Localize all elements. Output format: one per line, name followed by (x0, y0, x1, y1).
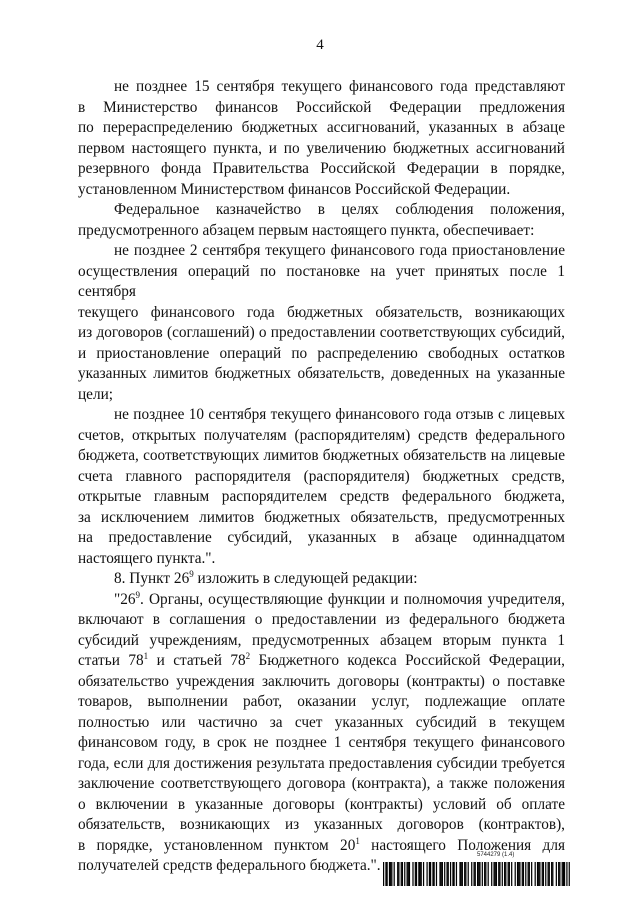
text-line: резервного фонда Правительства Российской Федерации в порядке, (78, 160, 565, 177)
text-line: включают в соглашения о предоставлении из федерального бюджета (78, 611, 565, 628)
text-line: установленном Министерством финансов Российской Федерации. (78, 180, 511, 198)
text-line: указанных лимитов бюджетных обязательств, доведенных на указанные (78, 365, 565, 382)
text-line: осуществления операций по постановке на учет принятых после 1 сентября (78, 262, 565, 300)
text-line: цели; (78, 385, 114, 403)
text-line: первом настоящего пункта, и по увеличению бюджетных ассигнований (78, 139, 565, 157)
text-line: за исключением лимитов бюджетных обязательств, предусмотренных (78, 508, 565, 526)
barcode-icon (383, 862, 571, 886)
text-line: настоящего пункта.". (78, 549, 216, 567)
text-line: и приостановление операций по распределению свободных остатков (78, 344, 565, 362)
text-line: полностью или частично за счет указанных субсидий в текущем (78, 713, 565, 731)
text-line: бюджета, соответствующих лимитов бюджетных обязательств на лицевые (78, 447, 565, 464)
text-line: не позднее 15 сентября текущего финансового года представляют (114, 78, 565, 95)
text-line: о включении в указанные договоры (контракты) условий об оплате (78, 795, 565, 813)
text-line: на предоставление субсидий, указанных в абзаце одиннадцатом (78, 529, 565, 546)
text-line: года, если для достижения результата предоставления субсидии требуется (78, 754, 565, 772)
text-line: статьи $78^1$ и статьей $78^2$ Бюджетного кодекса Российской Федерации, (78, 651, 565, 669)
text-line: обязательство учреждения заключить договоры (контракты) о поставке (78, 672, 565, 690)
page-number: 4 (316, 37, 324, 53)
barcode-id: 5744279 (1.4) (477, 852, 515, 858)
text-line: из договоров (соглашений) о предоставлении соответствующих субсидий, (78, 324, 565, 341)
text-line: получателей средств федерального бюджета.". (78, 857, 381, 874)
text-line: товаров, выполнении работ, оказании услуг, подлежащие оплате (78, 693, 565, 710)
text-line: в Министерство финансов Российской Федерации предложения (78, 98, 565, 116)
text-line: "$26^9$. Органы, осуществляющие функции и полномочия учредителя, (114, 589, 565, 608)
text-line: Федеральное казначейство в целях соблюдения положения, (114, 201, 565, 218)
text-line: в порядке, установленном пунктом $20^1$ настоящего Положения для (78, 835, 566, 854)
barcode-block (383, 852, 571, 886)
text-line: обязательств, возникающих из указанных договоров (контрактов), (78, 816, 565, 833)
text-line: текущего финансового года бюджетных обязательств, возникающих (78, 303, 565, 321)
text-line: по перераспределению бюджетных ассигнований, указанных в абзаце (78, 119, 565, 136)
text-line: открытые главным распорядителем средств федерального бюджета, (78, 488, 565, 505)
text-line: предусмотренного абзацем первым настоящего пункта, обеспечивает: (78, 221, 535, 239)
text-line: финансовом году, в срок не позднее 1 сентября текущего финансового (78, 734, 565, 751)
text-line: 8. Пункт $26^9$ изложить в следующей редакции: (114, 569, 418, 587)
text-line: не позднее 10 сентября текущего финансового года отзыв с лицевых (114, 406, 565, 423)
text-line: счета главного распорядителя (распорядителя) бюджетных средств, (78, 467, 565, 485)
text-line: не позднее 2 сентября текущего финансового года приостановление (114, 242, 565, 259)
text-line: заключение соответствующего договора (контракта), а также положения (78, 775, 565, 792)
text-line: счетов, открытых получателям (распорядителям) средств федерального (78, 426, 565, 444)
text-line: субсидий учреждениям, предусмотренных абзацем вторым пункта 1 (78, 631, 565, 649)
document-body (78, 77, 565, 877)
